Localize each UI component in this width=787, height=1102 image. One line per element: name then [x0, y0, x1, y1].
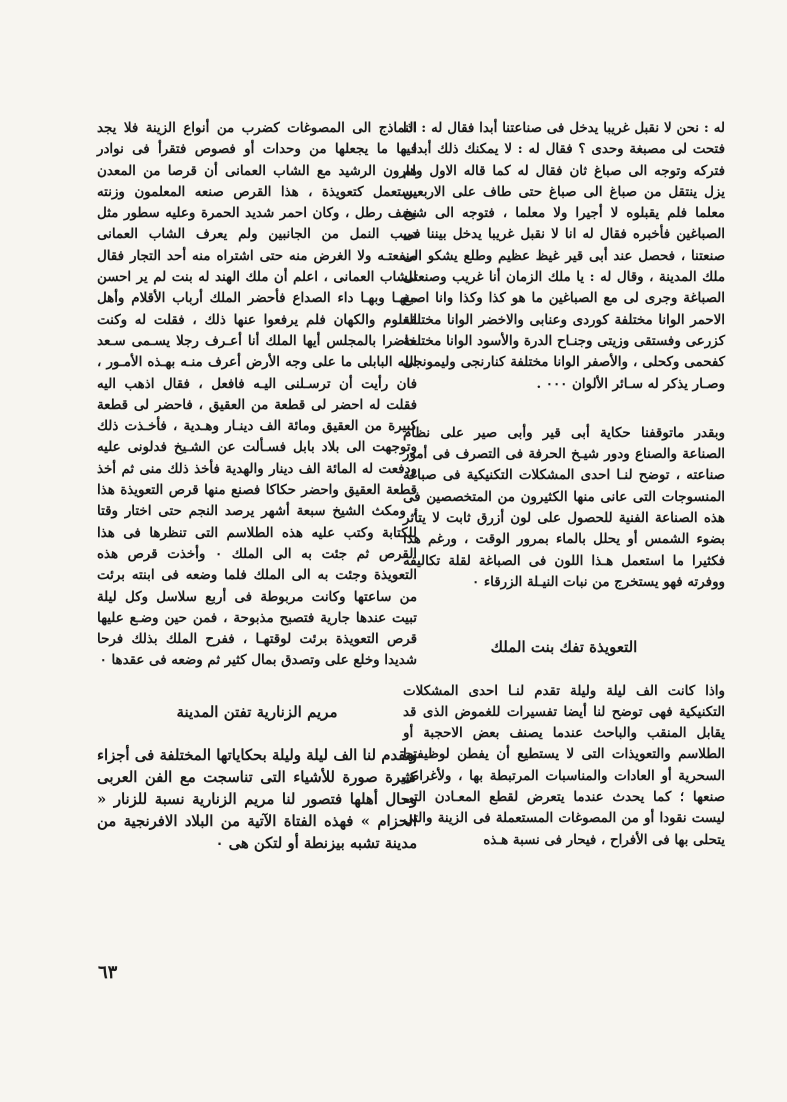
- right-paragraph-amulets: واذا كانت الف ليلة وليلة تقدم لنـا احدى المشكلات التكنيكية فهى توضح لنا أيضا تفسيرات للغموض الذى قد يقابل المنقب والباحث عندما يصنف بعض الاحجبة أو الطلاسم والتعويذات التى لا يستطيع أن يفطن لوظيفتها السحرية أو العادات والمناسبات المرتبطة بها ، ولأغراض صنعها ؛ كما يحدث عندما يتعرض لقطع المعـادن التى ليست نقودا أو من المصوغات المستعملة فى الزينة والتى يتحلى بها فى الأفراح ، فيحار فى نسبة هـذه: [403, 682, 725, 848]
- paragraph-gap: [403, 395, 725, 423]
- heading-gap: [97, 723, 417, 745]
- right-column: [403, 118, 725, 851]
- heading-gap: [403, 659, 725, 681]
- section-heading-maryam: مريم الزنارية تفتن المدينة: [176, 702, 338, 721]
- page-number: ٦٣: [98, 962, 118, 983]
- right-paragraph-abu-qir: له : نحن لا نقبل غريبا يدخل فى صناعتنا أبدا فقال له : اذا فتحت لى مصبغة وحدى ؟ فقال له : لا يمكنك ذلك أبدا ، فتركه وتوجه الى صباغ ثان فقال له كما قاله الاول ولم يزل ينتقل من صباغ الى صباغ حتى طاف على الاربعين معلما فلم يقبلوه لا أجيرا ولا معلما ، فتوجه الى شيخ الصباغين فأخبره فقال له انا لا نقبل غريبا يدخل بيننا فى صنعتنا ، فحصل عند أبى قير غيظ عظيم وطلع يشكو الى ملك المدينة ، وقال له : يا ملك الزمان أنا غريب وصنعتى الصباغة وجرى لى مع الصباغين ما هو كذا وكذا وانا اصبغ الاحمر الوانا مختلفة كوردى وعنابى والاخضر الوانا مختلفة كزرعى وفستقى وزيتى وجنـاح الدرة والأسود الوانا مختلفة كفحمى وكحلى ، والأصفر الوانا مختلفة كنارنجى وليمونجى وصـار يذكر له سـائر الألوان ٠٠٠ .: [403, 120, 725, 392]
- section-heading-amulet: التعويذة تفك بنت الملك: [490, 638, 638, 657]
- left-paragraph-maryam: وتقدم لنا الف ليلة وليلة بحكاياتها المختلفة فى أجزاء كثيرة صورة للأشياء التى تناسجت مع الفن العربى وحال أهلها فتصور لنا مريم الزنارية نسبة للزنار « الحزام » فهذه الفتاة الآتية من البلاد الافرنجية من مدينة تشبه بيزنطة أو لتكن هى ٠: [97, 747, 417, 853]
- section-gap: [403, 593, 725, 637]
- right-paragraph-dyeing: وبقدر ماتوقفنا حكاية أبى قير وأبى صير على نظام الصناعة والصناع ودور شيـخ الحرفة فى التصرف فى أمور صناعته ، توضح لنـا احدى المشكلات التكنيكية فى صباغة المنسوجات التى عانى منها الكثيرون من المتخصصين فى هذه الصناعة الفنية للحصول على لون أزرق ثابت لا يتأثر بضوء الشمس أو يحلل بالماء بمرور الوقت ، ورغم هذا فكثيرا ما استعمل هـذا اللون فى الصباغة لقلة تكاليفه ووفرته فهو يستخرج من نبات النيـلة الزرقاء ٠: [403, 424, 725, 590]
- section-gap: [97, 672, 417, 702]
- left-paragraph-harun: النماذج الى المصوغات كضرب من أنواع الزينة فلا يجد فيها ما يجعلها من وحدات أو فصوص فتقرأ فى نوادر هارون الرشيد مع الشاب العمانى أن قرصا من المعدن يستعمل كتعويذة ، هذا القرص صنعه المعلمون وزنته نصف رطل ، وكان احمر شديد الحمرة وعليه سطور مثل دبيب النمل من الجانبين ولم يعرف الشاب العمانى منفعتـه ولا الغرض منه حتى اشتراه منه أحد التجار فقال للشاب العمانى ، اعلم أن ملك الهند له بنت لم ير احسن منهـا وبهـا داء الصداع فأحضر الملك أرباب الأقلام وأهل العلوم والكهان فلم يرفعوا عنها ذلك ، فقلت له وكنت حاضرا بالمجلس أيها الملك أنا أعـرف رجلا يسـمى سـعد الله البابلى ما على وجه الأرض أعرف منـه بهـذه الأمـور ، فان رأيت أن ترسـلنى اليـه فافعل ، فقال اذهب اليه فقلت له احضر لى قطعة من العقيق ، فاحضر لى قطعة كبيرة من العقيق ومائة الف دينـار وهـدية ، فأخـذت ذلك وتوجهت الى بلاد بابل فسـألت عن الشـيخ فدلونى عليه ودفعت له المائة الف دينار والهدية فأخذ ذلك منى ثم أخذ قطعة العقيق واحضر حكاكا فصنع منها قرص التعويذة هذا ، ومكث الشيخ سبعة أشهر يرصد النجم حتى اختار وقتا للكتابة وكتب عليه هذه الطلاسم التى تنظرها فى هذا القرص ثم جئت به الى الملك ٠ وأخذت قرص هذه التعويذة وجئت به الى الملك فلما وضعه فى ابنته برئت من ساعتها وكانت مربوطة فى أربع سلاسل وكل ليلة تبيت عندها جارية فتصبح مذبوحة ، فمن حين وضـع عليها قرص التعويذة برئت لوقتهـا ، ففرح الملك بذلك فرحا شديدا وخلع على وتصدق بمال كثير ثم وضعه فى عقدها ٠: [97, 120, 418, 669]
- left-column: [97, 118, 417, 855]
